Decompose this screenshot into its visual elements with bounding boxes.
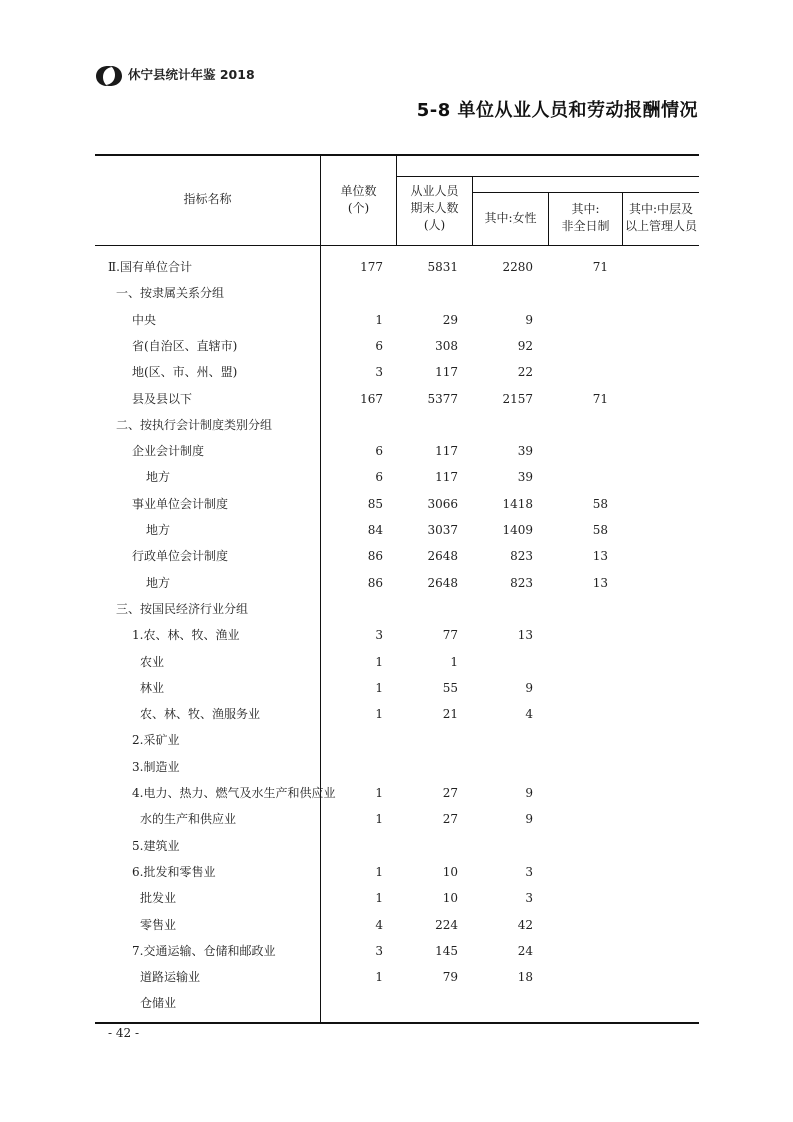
cell-employees: 2648 [427,549,458,564]
cell-female: 39 [517,470,533,485]
cell-units: 3 [375,365,383,380]
cell-employees: 117 [435,365,458,380]
cell-female: 18 [517,970,533,985]
table-row [0,727,793,753]
cell-nonfull: 58 [592,523,608,537]
cell-units: 1 [375,680,383,695]
cell-nonfull: 13 [592,549,608,564]
cell-female: 1418 [502,496,533,511]
row-indicator-name: 地方 [146,575,171,590]
cell-employees: 308 [435,338,458,353]
cell-employees: 3066 [427,496,458,511]
row-indicator-name: 农、林、牧、渔服务业 [140,707,261,722]
header-subrule [396,176,699,177]
table-row [0,885,793,911]
cell-units: 85 [367,496,383,511]
page-title: 5-8 单位从业人员和劳动报酬情况 [416,100,698,121]
cell-nonfull: 13 [592,575,608,590]
row-indicator-name: 批发业 [140,891,177,906]
row-indicator-name: 行政单位会计制度 [132,549,229,564]
table-row [0,859,793,885]
cell-female: 42 [517,917,533,932]
cell-employees: 77 [442,628,458,643]
row-indicator-name: 省(自治区、直辖市) [132,338,238,353]
cell-units: 3 [375,628,383,643]
cell-employees: 5377 [427,391,458,406]
table-row [0,806,793,832]
row-indicator-name: 3.制造业 [132,759,180,774]
row-indicator-name: 地(区、市、州、盟) [132,365,238,380]
cell-female: 3 [525,864,533,879]
header-bottom-rule [95,245,699,246]
cell-units: 6 [375,444,383,459]
table-row [0,333,793,359]
cell-units: 6 [375,470,383,485]
table-bottom-rule [95,1022,699,1024]
row-indicator-name: 地方 [146,470,171,485]
table-row [0,754,793,780]
row-indicator-name: 零售业 [140,917,177,932]
cell-employees: 3037 [427,523,458,537]
table-row [0,464,793,490]
nonfull-column-header: 其中: 非全日制 [561,202,610,233]
cell-units: 1 [375,654,383,669]
cell-units: 86 [367,575,383,590]
table-row [0,701,793,727]
cell-units: 84 [367,523,383,537]
cell-employees: 1 [450,654,458,669]
cell-nonfull: 58 [592,496,608,511]
cell-female: 9 [525,786,533,800]
row-indicator-name: 4.电力、热力、燃气及水生产和供应业 [132,786,336,800]
cell-units: 1 [375,891,383,906]
table-row [0,990,793,1016]
cell-units: 1 [375,970,383,985]
yearbook-logo-icon [94,62,124,90]
employees-column-header: 从业人员 期末人数 (人) [410,184,459,232]
cell-employees: 27 [442,786,458,800]
cell-units: 1 [375,312,383,327]
cell-female: 39 [517,444,533,459]
row-indicator-name: 1.农、林、牧、渔业 [132,628,240,643]
table-row [0,622,793,648]
cell-units: 3 [375,943,383,958]
cell-employees: 29 [442,312,458,327]
table-row [0,570,793,596]
row-indicator-name: 7.交通运输、仓储和邮政业 [132,943,276,958]
cell-units: 4 [375,917,383,932]
cell-employees: 145 [435,943,458,958]
row-indicator-name: 仓储业 [140,996,177,1011]
cell-female: 2157 [502,391,533,406]
row-indicator-name: 三、按国民经济行业分组 [116,601,249,616]
cell-employees: 27 [442,812,458,827]
cell-female: 9 [525,680,533,695]
cell-units: 6 [375,338,383,353]
row-indicator-name: 二、按执行会计制度类别分组 [116,417,273,432]
cell-employees: 5831 [427,260,458,274]
row-indicator-name: 一、按隶属关系分组 [116,286,225,301]
table-row [0,307,793,333]
table-top-rule [95,154,699,156]
cell-employees: 117 [435,470,458,485]
table-row [0,649,793,675]
cell-units: 86 [367,549,383,564]
page-number: - 42 - [108,1026,140,1040]
table-row [0,675,793,701]
row-indicator-name: 地方 [146,523,171,537]
cell-female: 9 [525,812,533,827]
female-column-header: 其中:女性 [484,211,537,225]
table-row [0,938,793,964]
table-row [0,280,793,306]
table-row [0,964,793,990]
cell-female: 3 [525,891,533,906]
header-sub-tick-left [472,176,473,192]
table-row [0,491,793,517]
mgmt-column-header: 其中:中层及 以上管理人员 [624,202,697,233]
row-indicator-name: 农业 [140,654,165,669]
cell-nonfull: 71 [592,260,608,274]
table-row [0,517,793,543]
cell-units: 1 [375,812,383,827]
table-row [0,780,793,806]
cell-employees: 10 [442,864,458,879]
cell-female: 24 [517,943,533,958]
table-row [0,386,793,412]
cell-units: 177 [360,260,383,274]
cell-female: 9 [525,312,533,327]
cell-employees: 55 [442,680,458,695]
indicator-column-header: 指标名称 [183,192,232,206]
table-row [0,543,793,569]
table-row [0,254,793,280]
yearbook-title: 休宁县统计年鉴 2018 [128,67,255,82]
table-row [0,412,793,438]
cell-employees: 21 [442,707,458,722]
cell-female: 22 [517,365,533,380]
cell-units: 1 [375,864,383,879]
cell-employees: 10 [442,891,458,906]
cell-employees: 224 [435,917,458,932]
cell-female: 823 [510,575,533,590]
cell-female: 4 [525,707,533,722]
cell-female: 1409 [502,523,533,537]
table-row [0,359,793,385]
units-column-header: 单位数 (个) [340,184,377,215]
cell-employees: 117 [435,444,458,459]
cell-female: 2280 [502,260,533,274]
cell-employees: 2648 [427,575,458,590]
row-indicator-name: 2.采矿业 [132,733,180,748]
row-indicator-name: 事业单位会计制度 [132,496,229,511]
cell-female: 92 [517,338,533,353]
row-indicator-name: 中央 [132,312,157,327]
table-row [0,833,793,859]
table-row [0,912,793,938]
cell-units: 1 [375,786,383,800]
row-indicator-name: 6.批发和零售业 [132,864,216,879]
row-indicator-name: 县及县以下 [132,391,193,406]
row-indicator-name: 林业 [140,680,165,695]
cell-employees: 79 [442,970,458,985]
cell-female: 823 [510,549,533,564]
table-row [0,438,793,464]
table-row [0,596,793,622]
cell-female: 13 [517,628,533,643]
cell-nonfull: 71 [592,391,608,406]
row-indicator-name: 道路运输业 [140,970,201,985]
header-sub-tick-mid [472,192,699,193]
row-indicator-name: Ⅱ.国有单位合计 [108,260,192,274]
cell-units: 167 [360,391,383,406]
row-indicator-name: 5.建筑业 [132,838,180,853]
row-indicator-name: 企业会计制度 [132,444,205,459]
cell-units: 1 [375,707,383,722]
row-indicator-name: 水的生产和供应业 [140,812,237,827]
